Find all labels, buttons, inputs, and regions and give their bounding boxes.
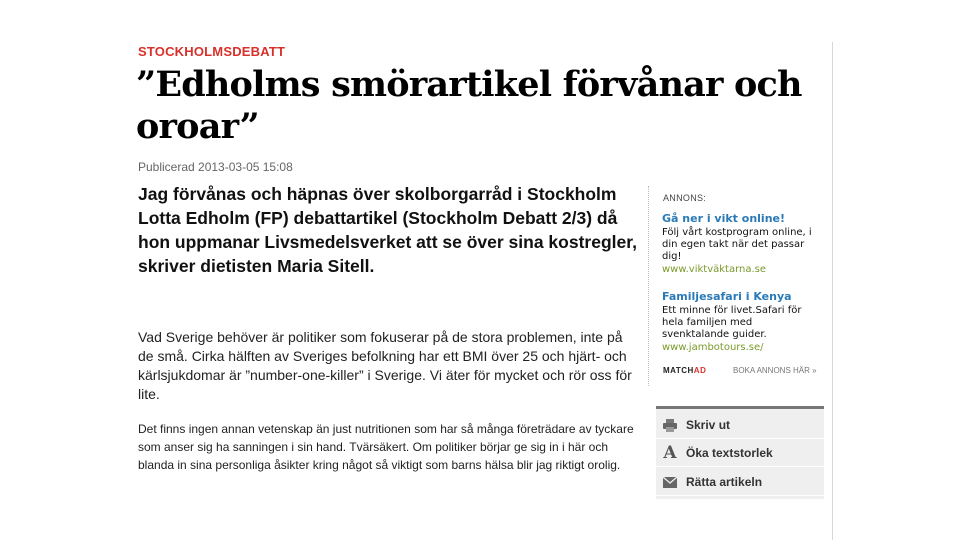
article-tools [656, 406, 824, 499]
ad-title-link[interactable]: Familjesafari i Kenya [662, 290, 792, 303]
ad-footer [663, 366, 823, 375]
article-paragraph: Det finns ingen annan vetenskap än just nutritionen som har så många företrädare av tyckare som anser sig ha sanningen i sin hand. Tvärsäkert. Om politiker börjar ge sig in i här och blanda in sina personliga åsikter kring något så viktigt som barns hälsa blir jag riktigt orolig. [138, 422, 634, 472]
ad-text: Följ vårt kostprogram online, i din egen takt när det passar dig! [662, 227, 812, 262]
published-date: Publicerad 2013-03-05 15:08 [138, 160, 293, 174]
section-label[interactable]: STOCKHOLMSDEBATT [138, 44, 286, 59]
ad-item[interactable] [662, 212, 822, 276]
print-label: Skriv ut [686, 418, 731, 432]
ad-text: Ett minne för livet.Safari för hela familjen med svenktalande guider. [662, 305, 802, 340]
headline: ”Edholms smörartikel förvånar och oroar” [136, 64, 802, 147]
envelope-icon [663, 475, 677, 489]
increase-text-size-button[interactable] [656, 440, 824, 467]
matchad-logo-accent: AD [693, 366, 707, 375]
correct-article-button[interactable] [656, 469, 824, 496]
print-button[interactable] [656, 412, 824, 439]
text-size-glyph: A [663, 443, 677, 463]
correct-article-label: Rätta artikeln [686, 475, 763, 489]
book-ad-link[interactable]: BOKA ANNONS HÄR » [733, 366, 817, 375]
article-paragraph: Vad Sverige behöver är politiker som fokuserar på de stora problemen, inte på de små. Cirka hälften av Sveriges befolkning har ett BMI över 25 och hjärt- och kärlsjukdomar är ”number-one-killer” i Sverige. Vi äter för mycket och rör oss för lite. [138, 329, 632, 402]
printer-icon [663, 418, 677, 432]
text-size-icon [663, 443, 677, 463]
ad-url-link[interactable]: www.jambotours.se/ [662, 342, 764, 353]
column-divider [832, 42, 833, 540]
ad-label: ANNONS: [663, 193, 707, 203]
ad-item[interactable] [662, 290, 822, 354]
matchad-logo-text: MATCH [663, 366, 694, 375]
text-size-label: Öka textstorlek [686, 446, 773, 460]
ad-url-link[interactable]: www.viktväktarna.se [662, 264, 767, 275]
article-lead: Jag förvånas och häpnas över skolborgarråd i Stockholm Lotta Edholm (FP) debattartikel (Stockholm Debatt 2/3) då hon uppmanar Livsmedelsverket att se över sina kostregler, skriver dietisten Maria Sitell. [138, 184, 637, 276]
ad-box [648, 186, 823, 386]
matchad-logo[interactable] [663, 366, 706, 375]
ad-title-link[interactable]: Gå ner i vikt online! [662, 212, 786, 225]
